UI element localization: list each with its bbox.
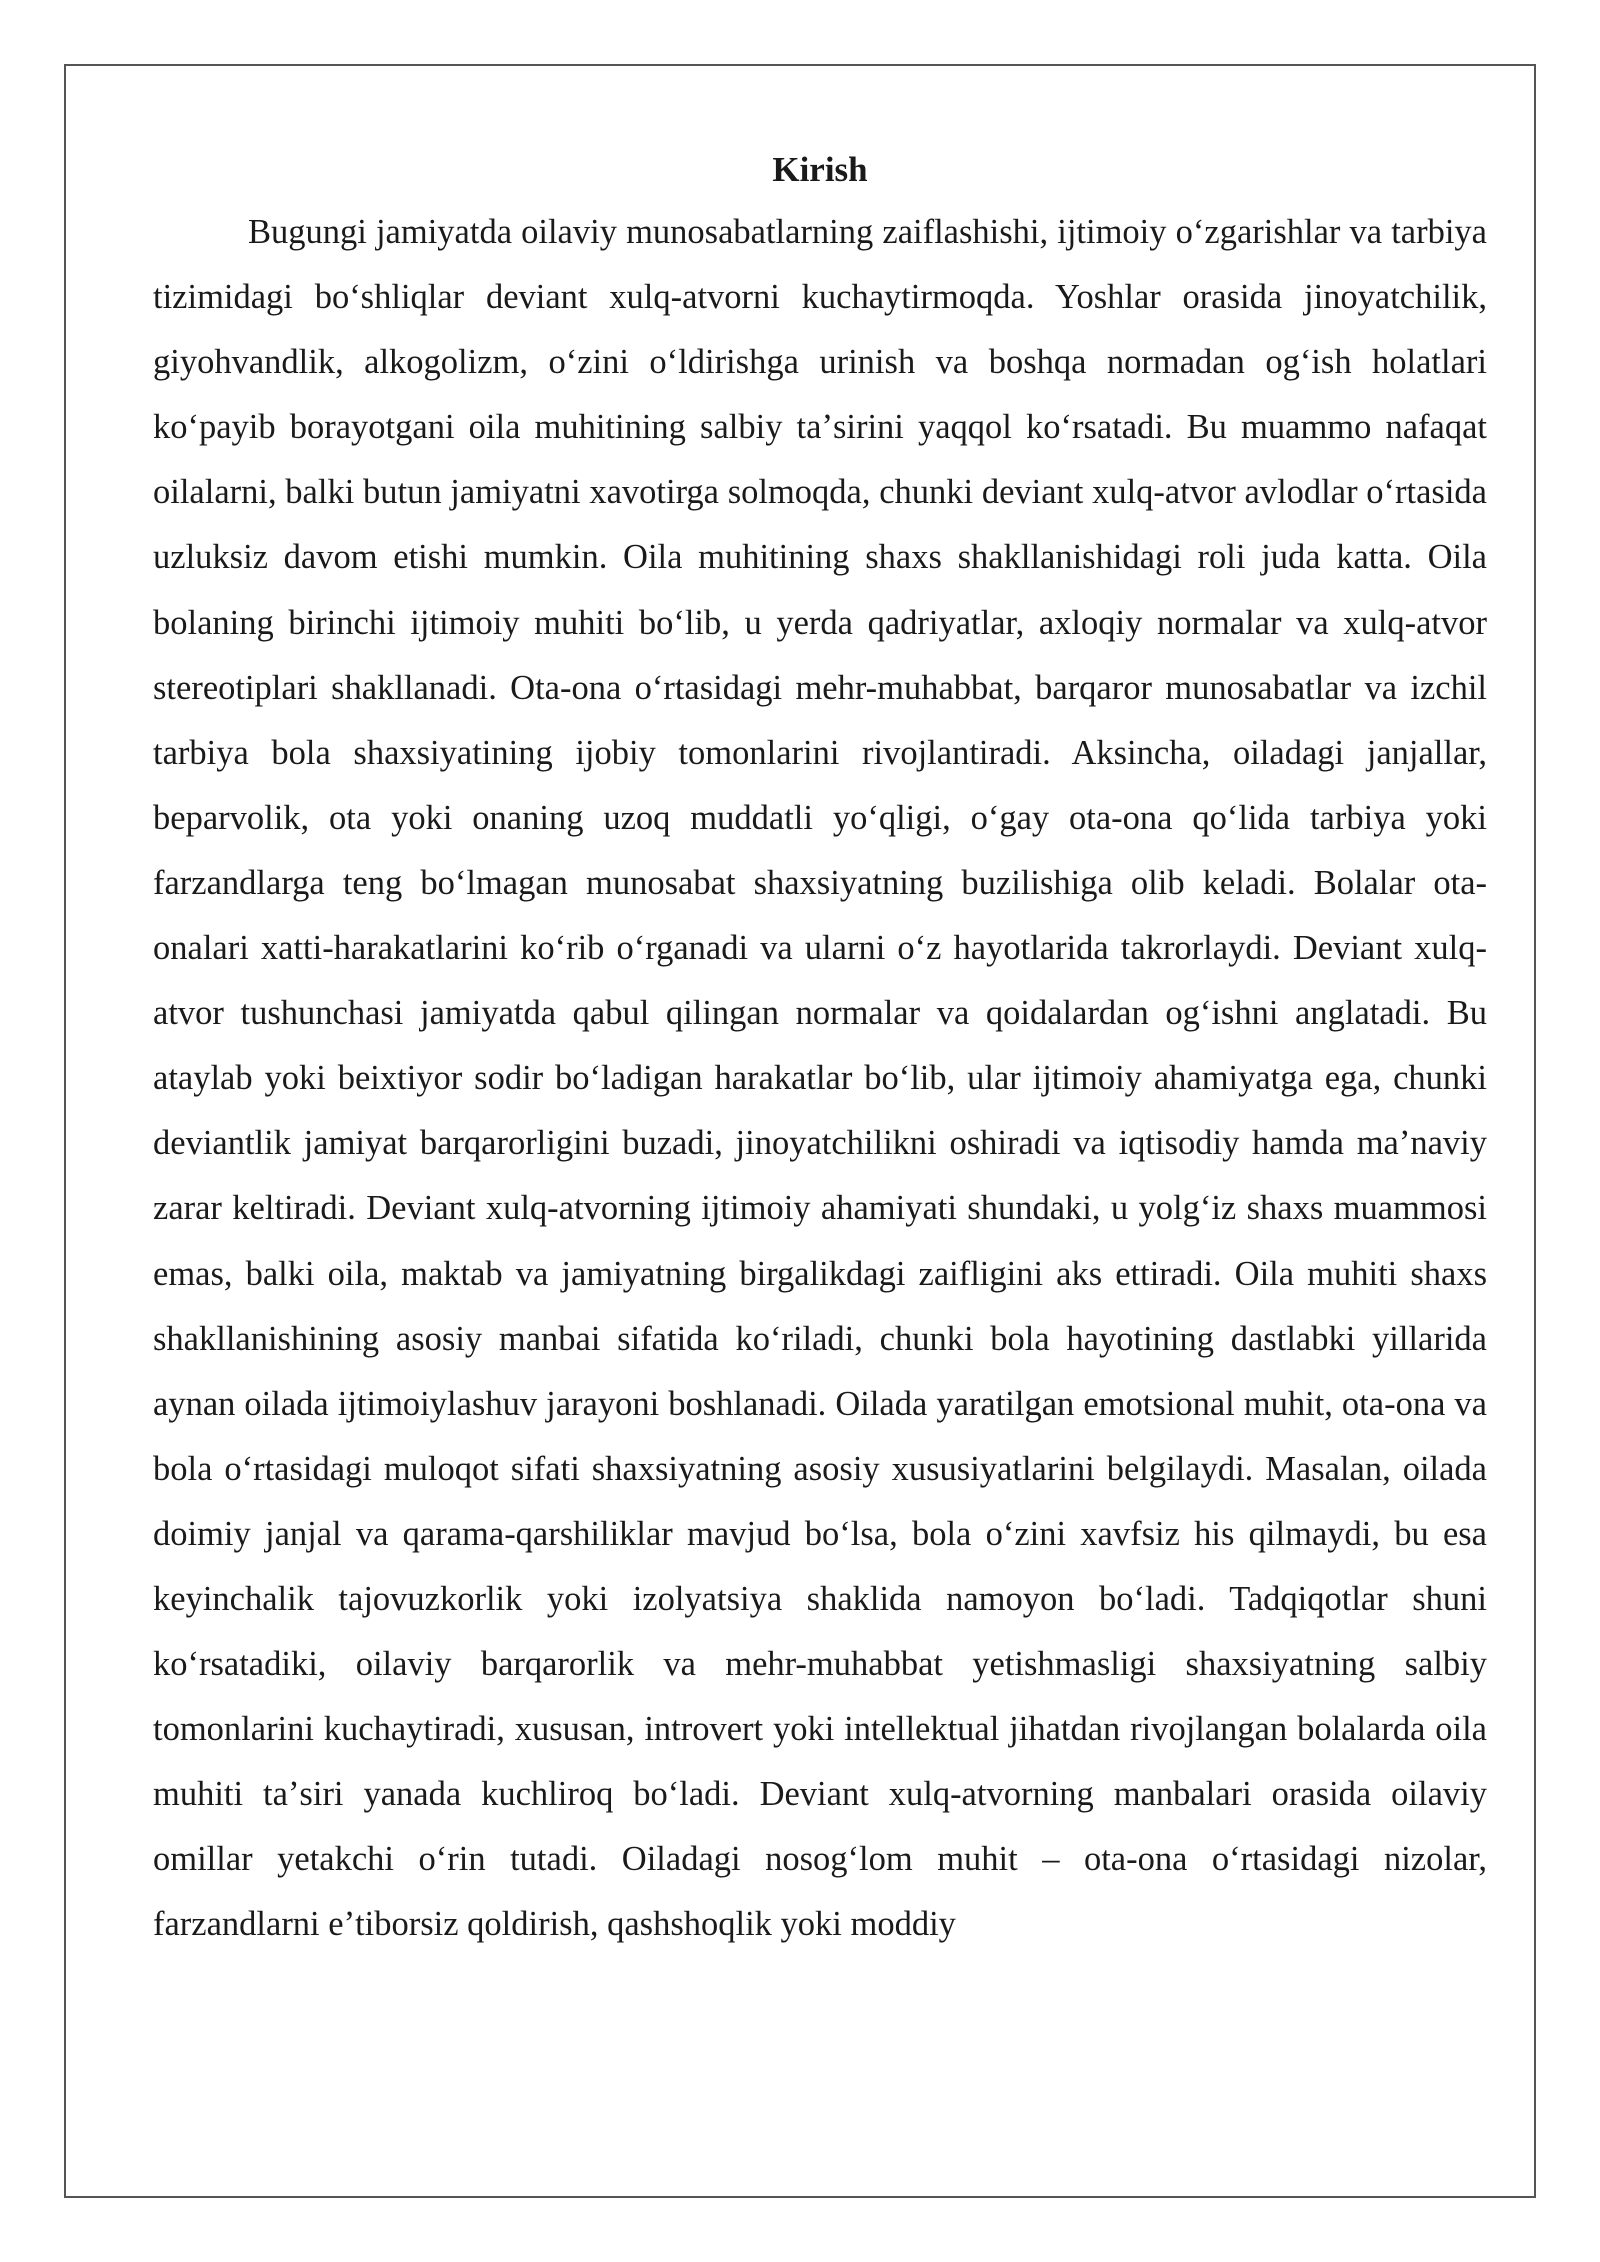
- body-paragraph: Bugungi jamiyatda oilaviy munosabatlarning zaiflashishi, ijtimoiy oʻzgarishlar va tarbiya tizimidagi boʻshliqlar deviant xulq-atvorni kuchaytirmoqda. Yoshlar orasida jinoyatchilik, giyohvandlik, alkogolizm, oʻzini oʻldirishga urinish va boshqa normadan ogʻish holatlari koʻpayib borayotgani oila muhitining salbiy taʼsirini yaqqol koʻrsatadi. Bu muammo nafaqat oilalarni, balki butun jamiyatni xavotirga solmoqda, chunki deviant xulq-atvor avlodlar oʻrtasida uzluksiz davom etishi mumkin. Oila muhitining shaxs shakllanishidagi roli juda katta. Oila bolaning birinchi ijtimoiy muhiti boʻlib, u yerda qadriyatlar, axloqiy normalar va xulq-atvor stereotiplari shakllanadi. Ota-ona oʻrtasidagi mehr-muhabbat, barqaror munosabatlar va izchil tarbiya bola shaxsiyatining ijobiy tomonlarini rivojlantiradi. Aksincha, oiladagi janjallar, beparvolik, ota yoki onaning uzoq muddatli yoʻqligi, oʻgay ota-ona qoʻlida tarbiya yoki farzandlarga teng boʻlmagan munosabat shaxsiyatning buzilishiga olib keladi. Bolalar ota-onalari xatti-harakatlarini koʻrib oʻrganadi va ularni oʻz hayotlarida takrorlaydi. Deviant xulq-atvor tushunchasi jamiyatda qabul qilingan normalar va qoidalardan ogʻishni anglatadi. Bu ataylab yoki beixtiyor sodir boʻladigan harakatlar boʻlib, ular ijtimoiy ahamiyatga ega, chunki deviantlik jamiyat barqarorligini buzadi, jinoyatchilikni oshiradi va iqtisodiy hamda maʼnaviy zarar keltiradi. Deviant xulq-atvorning ijtimoiy ahamiyati shundaki, u yolgʻiz shaxs muammosi emas, balki oila, maktab va jamiyatning birgalikdagi zaifligini aks ettiradi. Oila muhiti shaxs shakllanishining asosiy manbai sifatida koʻriladi, chunki bola hayotining dastlabki yillarida aynan oilada ijtimoiylashuv jarayoni boshlanadi. Oilada yaratilgan emotsional muhit, ota-ona va bola oʻrtasidagi muloqot sifati shaxsiyatning asosiy xususiyatlarini belgilaydi. Masalan, oilada doimiy janjal va qarama-qarshiliklar mavjud boʻlsa, bola oʻzini xavfsiz his qilmaydi, bu esa keyinchalik tajovuzkorlik yoki izolyatsiya shaklida namoyon boʻladi. Tadqiqotlar shuni koʻrsatadiki, oilaviy barqarorlik va mehr-muhabbat yetishmasligi shaxsiyatning salbiy tomonlarini kuchaytiradi, xususan, introvert yoki intellektual jihatdan rivojlangan bolalarda oila muhiti taʼsiri yanada kuchliroq boʻladi. Deviant xulq-atvorning manbalari orasida oilaviy omillar yetakchi oʻrin tutadi. Oiladagi nosogʻlom muhit – ota-ona oʻrtasidagi nizolar, farzandlarni eʼtiborsiz qoldirish, qashshoqlik yoki moddiy: [153, 213, 1487, 1944]
- document-title: Kirish: [772, 150, 868, 189]
- document-body: [153, 140, 1487, 1958]
